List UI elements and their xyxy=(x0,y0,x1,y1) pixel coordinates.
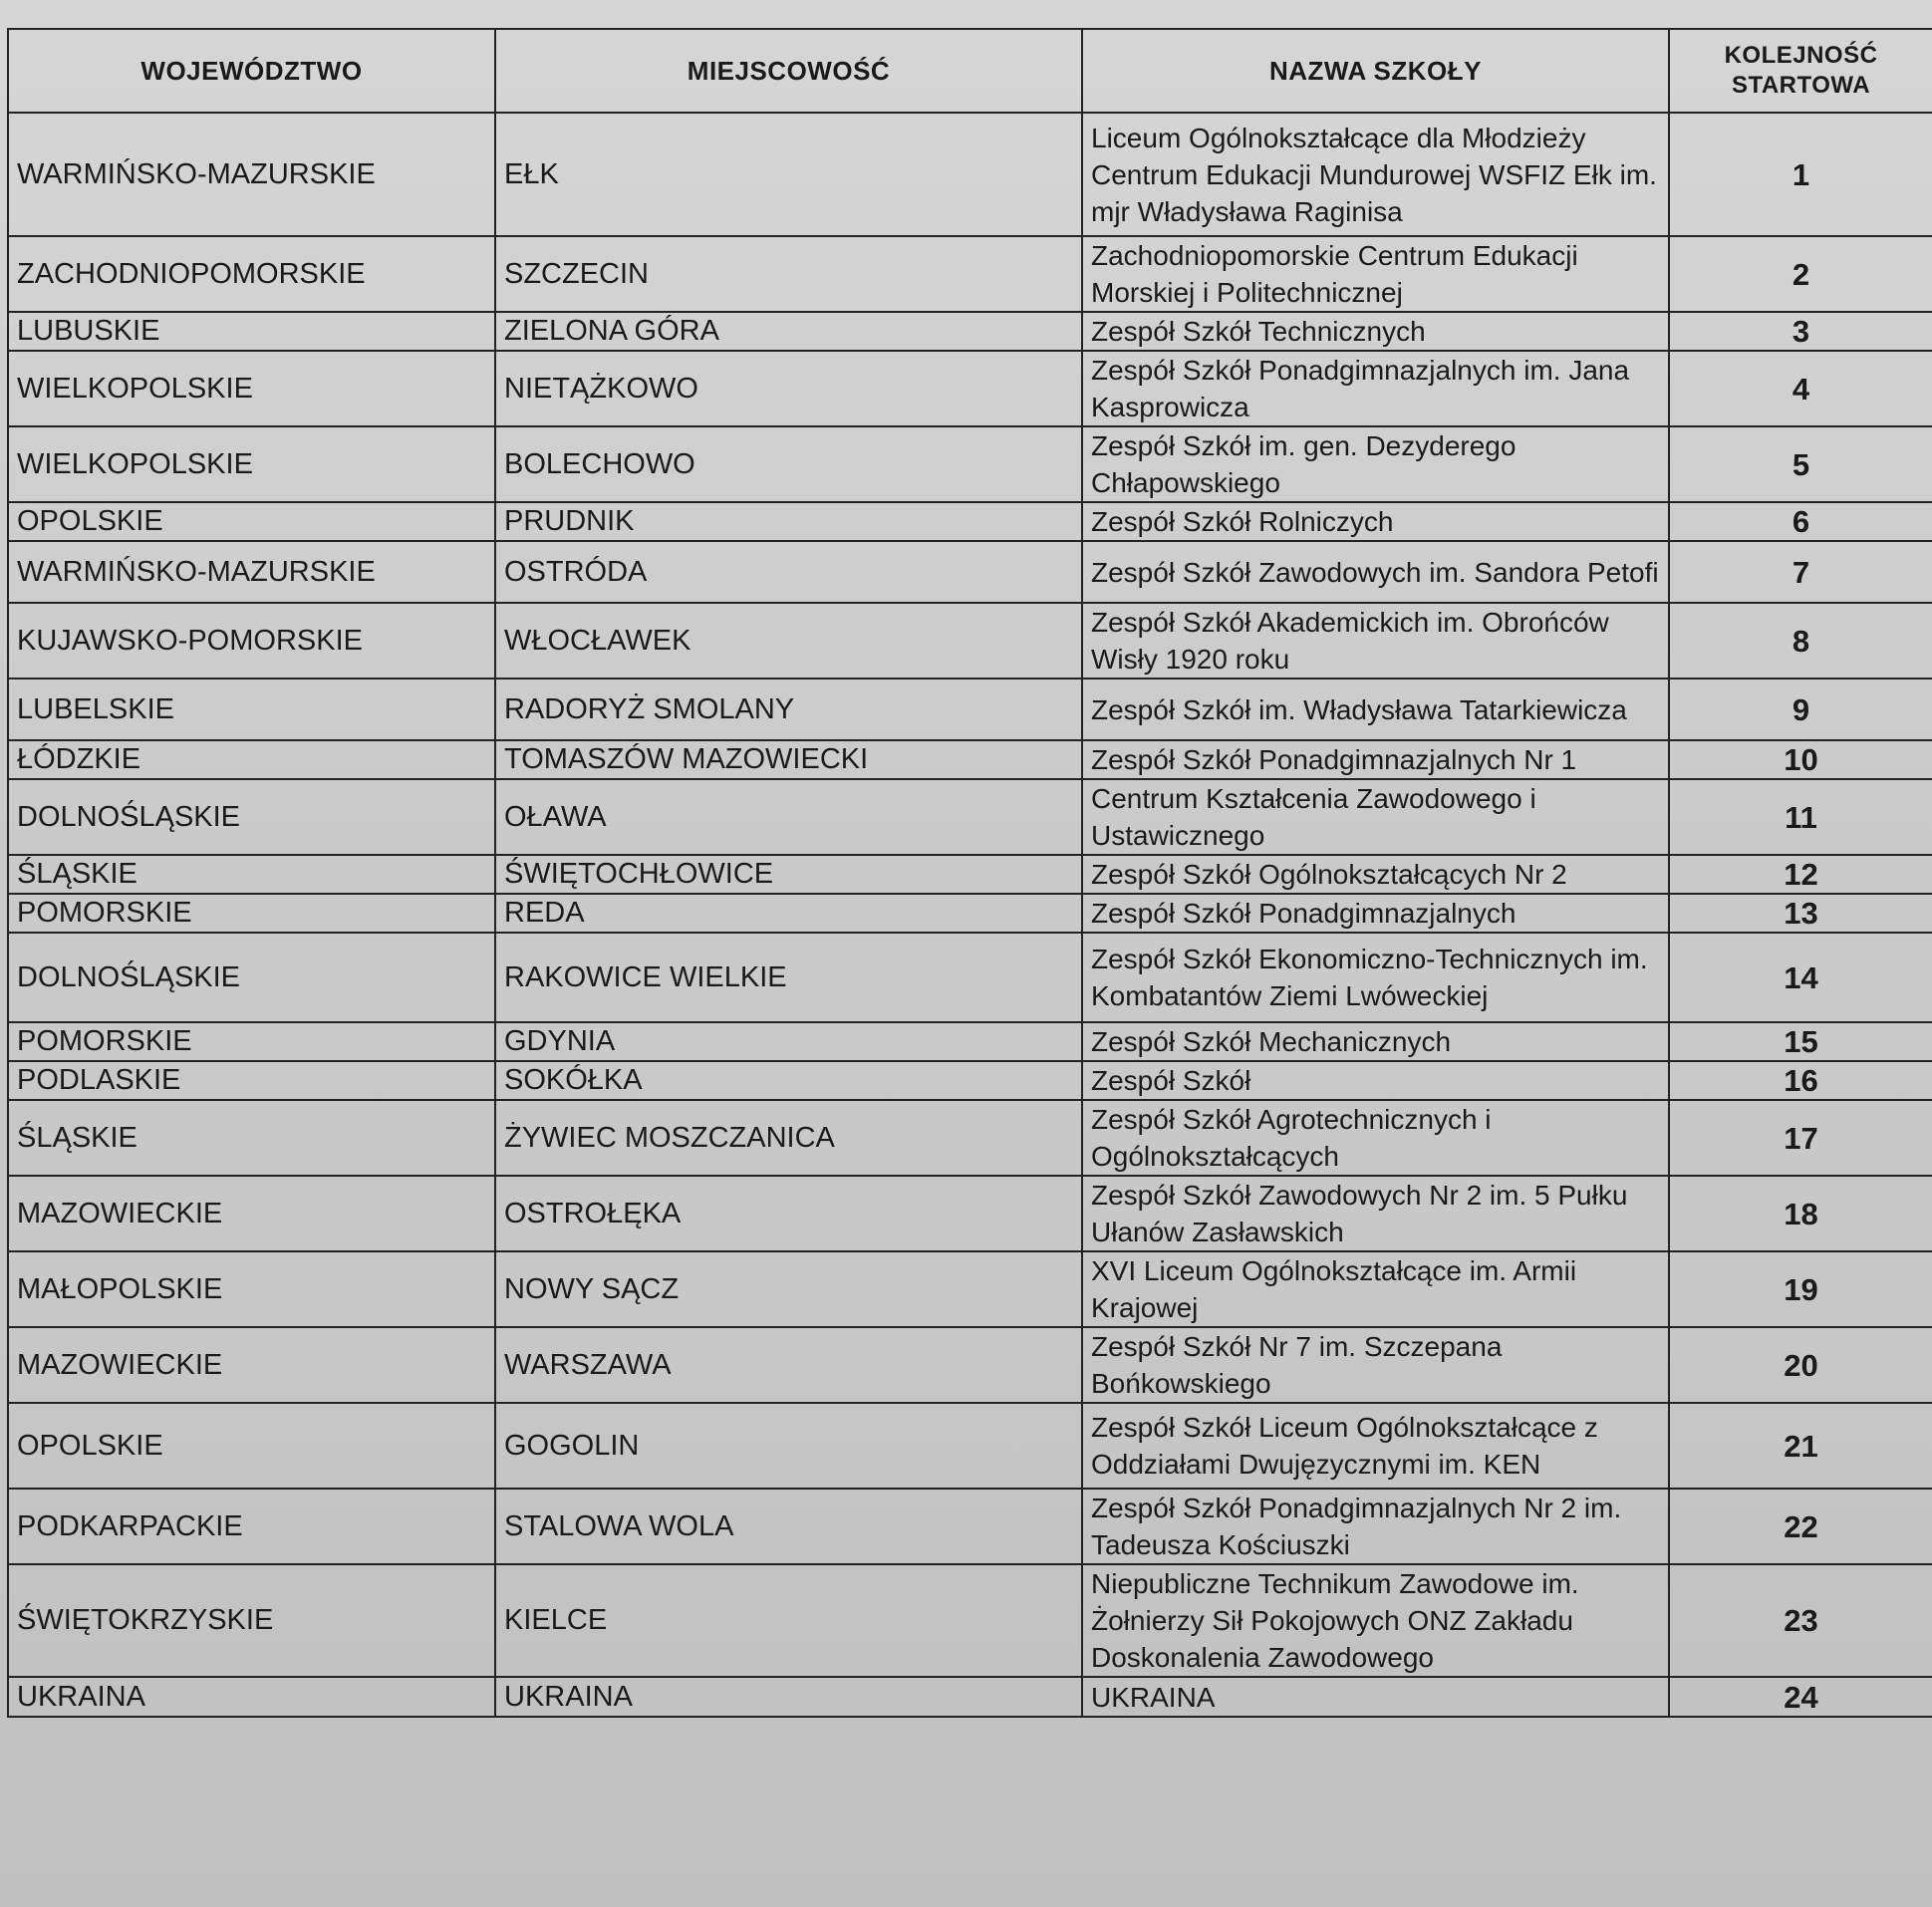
cell-wojewodztwo: WIELKOPOLSKIE xyxy=(8,351,495,426)
cell-wojewodztwo: MAZOWIECKIE xyxy=(8,1327,495,1403)
table-row xyxy=(8,312,1932,351)
table-row xyxy=(8,603,1932,679)
start-order-table xyxy=(7,28,1932,1718)
cell-miejscowosc: ŚWIĘTOCHŁOWICE xyxy=(495,855,1082,894)
cell-nazwa-szkoly: Zespół Szkół Zawodowych im. Sandora Petofi xyxy=(1082,541,1669,603)
table-row xyxy=(8,1100,1932,1176)
cell-wojewodztwo: PODLASKIE xyxy=(8,1061,495,1100)
cell-nazwa-szkoly: Zespół Szkół Rolniczych xyxy=(1082,502,1669,541)
table-row xyxy=(8,502,1932,541)
cell-kolejnosc: 2 xyxy=(1669,236,1932,312)
cell-kolejnosc: 16 xyxy=(1669,1061,1932,1100)
cell-nazwa-szkoly: Zespół Szkół Ponadgimnazjalnych im. Jana Kasprowicza xyxy=(1082,351,1669,426)
cell-wojewodztwo: ŚWIĘTOKRZYSKIE xyxy=(8,1564,495,1677)
cell-miejscowosc: RAKOWICE WIELKIE xyxy=(495,933,1082,1022)
table-row xyxy=(8,1327,1932,1403)
cell-wojewodztwo: UKRAINA xyxy=(8,1677,495,1717)
cell-nazwa-szkoly: Zespół Szkół Mechanicznych xyxy=(1082,1022,1669,1061)
cell-nazwa-szkoly: Zachodniopomorskie Centrum Edukacji Morskiej i Politechnicznej xyxy=(1082,236,1669,312)
cell-wojewodztwo: WARMIŃSKO-MAZURSKIE xyxy=(8,541,495,603)
cell-nazwa-szkoly: Zespół Szkół Ogólnokształcących Nr 2 xyxy=(1082,855,1669,894)
cell-nazwa-szkoly: Zespół Szkół Ponadgimnazjalnych Nr 1 xyxy=(1082,740,1669,779)
cell-kolejnosc: 4 xyxy=(1669,351,1932,426)
cell-wojewodztwo: KUJAWSKO-POMORSKIE xyxy=(8,603,495,679)
cell-wojewodztwo: ŁÓDZKIE xyxy=(8,740,495,779)
cell-nazwa-szkoly: Zespół Szkół Zawodowych Nr 2 im. 5 Pułku Ułanów Zasławskich xyxy=(1082,1176,1669,1251)
table-body xyxy=(8,113,1932,1717)
cell-wojewodztwo: DOLNOŚLĄSKIE xyxy=(8,779,495,855)
cell-kolejnosc: 18 xyxy=(1669,1176,1932,1251)
cell-miejscowosc: ŻYWIEC MOSZCZANICA xyxy=(495,1100,1082,1176)
cell-wojewodztwo: DOLNOŚLĄSKIE xyxy=(8,933,495,1022)
header-miejscowosc: MIEJSCOWOŚĆ xyxy=(495,29,1082,113)
cell-wojewodztwo: ZACHODNIOPOMORSKIE xyxy=(8,236,495,312)
header-kolejnosc-startowa: KOLEJNOŚĆ STARTOWA xyxy=(1669,29,1932,113)
cell-miejscowosc: ZIELONA GÓRA xyxy=(495,312,1082,351)
cell-miejscowosc: OSTROŁĘKA xyxy=(495,1176,1082,1251)
cell-nazwa-szkoly: Niepubliczne Technikum Zawodowe im. Żołnierzy Sił Pokojowych ONZ Zakładu Doskonalenia Zawodowego xyxy=(1082,1564,1669,1677)
table-row xyxy=(8,1022,1932,1061)
cell-kolejnosc: 7 xyxy=(1669,541,1932,603)
cell-kolejnosc: 9 xyxy=(1669,679,1932,740)
cell-kolejnosc: 15 xyxy=(1669,1022,1932,1061)
cell-wojewodztwo: POMORSKIE xyxy=(8,894,495,933)
cell-nazwa-szkoly: Zespół Szkół Ekonomiczno-Technicznych im. Kombatantów Ziemi Lwóweckiej xyxy=(1082,933,1669,1022)
cell-miejscowosc: PRUDNIK xyxy=(495,502,1082,541)
cell-kolejnosc: 1 xyxy=(1669,113,1932,236)
cell-kolejnosc: 14 xyxy=(1669,933,1932,1022)
cell-wojewodztwo: PODKARPACKIE xyxy=(8,1489,495,1564)
table-row xyxy=(8,679,1932,740)
cell-kolejnosc: 6 xyxy=(1669,502,1932,541)
cell-miejscowosc: REDA xyxy=(495,894,1082,933)
table-row xyxy=(8,541,1932,603)
cell-wojewodztwo: MAŁOPOLSKIE xyxy=(8,1251,495,1327)
table-row xyxy=(8,1176,1932,1251)
cell-nazwa-szkoly: Zespół Szkół Nr 7 im. Szczepana Bońkowskiego xyxy=(1082,1327,1669,1403)
cell-kolejnosc: 8 xyxy=(1669,603,1932,679)
cell-nazwa-szkoly: UKRAINA xyxy=(1082,1677,1669,1717)
table-row xyxy=(8,1061,1932,1100)
table-row xyxy=(8,1677,1932,1717)
cell-kolejnosc: 12 xyxy=(1669,855,1932,894)
cell-nazwa-szkoly: Zespół Szkół xyxy=(1082,1061,1669,1100)
table-row xyxy=(8,236,1932,312)
cell-kolejnosc: 20 xyxy=(1669,1327,1932,1403)
cell-miejscowosc: SZCZECIN xyxy=(495,236,1082,312)
cell-miejscowosc: KIELCE xyxy=(495,1564,1082,1677)
cell-miejscowosc: GDYNIA xyxy=(495,1022,1082,1061)
cell-wojewodztwo: OPOLSKIE xyxy=(8,502,495,541)
cell-nazwa-szkoly: Zespół Szkół im. gen. Dezyderego Chłapowskiego xyxy=(1082,426,1669,502)
cell-miejscowosc: BOLECHOWO xyxy=(495,426,1082,502)
cell-nazwa-szkoly: Zespół Szkół Ponadgimnazjalnych xyxy=(1082,894,1669,933)
cell-kolejnosc: 22 xyxy=(1669,1489,1932,1564)
cell-wojewodztwo: OPOLSKIE xyxy=(8,1403,495,1489)
table-row xyxy=(8,1489,1932,1564)
cell-kolejnosc: 3 xyxy=(1669,312,1932,351)
cell-wojewodztwo: LUBELSKIE xyxy=(8,679,495,740)
cell-wojewodztwo: MAZOWIECKIE xyxy=(8,1176,495,1251)
cell-wojewodztwo: WIELKOPOLSKIE xyxy=(8,426,495,502)
cell-kolejnosc: 24 xyxy=(1669,1677,1932,1717)
header-wojewodztwo: WOJEWÓDZTWO xyxy=(8,29,495,113)
cell-kolejnosc: 13 xyxy=(1669,894,1932,933)
cell-kolejnosc: 21 xyxy=(1669,1403,1932,1489)
cell-nazwa-szkoly: Zespół Szkół im. Władysława Tatarkiewicza xyxy=(1082,679,1669,740)
cell-wojewodztwo: LUBUSKIE xyxy=(8,312,495,351)
cell-miejscowosc: OSTRÓDA xyxy=(495,541,1082,603)
table-row xyxy=(8,894,1932,933)
cell-wojewodztwo: POMORSKIE xyxy=(8,1022,495,1061)
cell-kolejnosc: 23 xyxy=(1669,1564,1932,1677)
cell-miejscowosc: WŁOCŁAWEK xyxy=(495,603,1082,679)
table-row xyxy=(8,351,1932,426)
cell-nazwa-szkoly: Zespół Szkół Ponadgimnazjalnych Nr 2 im. Tadeusza Kościuszki xyxy=(1082,1489,1669,1564)
cell-miejscowosc: EŁK xyxy=(495,113,1082,236)
cell-kolejnosc: 17 xyxy=(1669,1100,1932,1176)
cell-miejscowosc: SOKÓŁKA xyxy=(495,1061,1082,1100)
cell-kolejnosc: 10 xyxy=(1669,740,1932,779)
cell-kolejnosc: 5 xyxy=(1669,426,1932,502)
cell-wojewodztwo: ŚLĄSKIE xyxy=(8,1100,495,1176)
table-row xyxy=(8,779,1932,855)
cell-miejscowosc: TOMASZÓW MAZOWIECKI xyxy=(495,740,1082,779)
cell-miejscowosc: OŁAWA xyxy=(495,779,1082,855)
cell-nazwa-szkoly: Zespół Szkół Liceum Ogólnokształcące z Oddziałami Dwujęzycznymi im. KEN xyxy=(1082,1403,1669,1489)
table-row xyxy=(8,1403,1932,1489)
cell-nazwa-szkoly: Zespół Szkół Technicznych xyxy=(1082,312,1669,351)
cell-nazwa-szkoly: Zespół Szkół Agrotechnicznych i Ogólnokształcących xyxy=(1082,1100,1669,1176)
header-row xyxy=(8,29,1932,113)
table-row xyxy=(8,1564,1932,1677)
table-row xyxy=(8,740,1932,779)
table-row xyxy=(8,855,1932,894)
cell-nazwa-szkoly: Zespół Szkół Akademickich im. Obrońców Wisły 1920 roku xyxy=(1082,603,1669,679)
cell-miejscowosc: UKRAINA xyxy=(495,1677,1082,1717)
table-row xyxy=(8,426,1932,502)
cell-wojewodztwo: WARMIŃSKO-MAZURSKIE xyxy=(8,113,495,236)
cell-nazwa-szkoly: XVI Liceum Ogólnokształcące im. Armii Krajowej xyxy=(1082,1251,1669,1327)
table-row xyxy=(8,113,1932,236)
cell-miejscowosc: GOGOLIN xyxy=(495,1403,1082,1489)
cell-nazwa-szkoly: Liceum Ogólnokształcące dla Młodzieży Centrum Edukacji Mundurowej WSFIZ Ełk im. mjr Władysława Raginisa xyxy=(1082,113,1669,236)
table-row xyxy=(8,933,1932,1022)
header-nazwa-szkoly: NAZWA SZKOŁY xyxy=(1082,29,1669,113)
cell-nazwa-szkoly: Centrum Kształcenia Zawodowego i Ustawicznego xyxy=(1082,779,1669,855)
cell-miejscowosc: STALOWA WOLA xyxy=(495,1489,1082,1564)
cell-kolejnosc: 19 xyxy=(1669,1251,1932,1327)
cell-wojewodztwo: ŚLĄSKIE xyxy=(8,855,495,894)
cell-kolejnosc: 11 xyxy=(1669,779,1932,855)
cell-miejscowosc: WARSZAWA xyxy=(495,1327,1082,1403)
cell-miejscowosc: RADORYŻ SMOLANY xyxy=(495,679,1082,740)
table-row xyxy=(8,1251,1932,1327)
cell-miejscowosc: NOWY SĄCZ xyxy=(495,1251,1082,1327)
cell-miejscowosc: NIETĄŻKOWO xyxy=(495,351,1082,426)
